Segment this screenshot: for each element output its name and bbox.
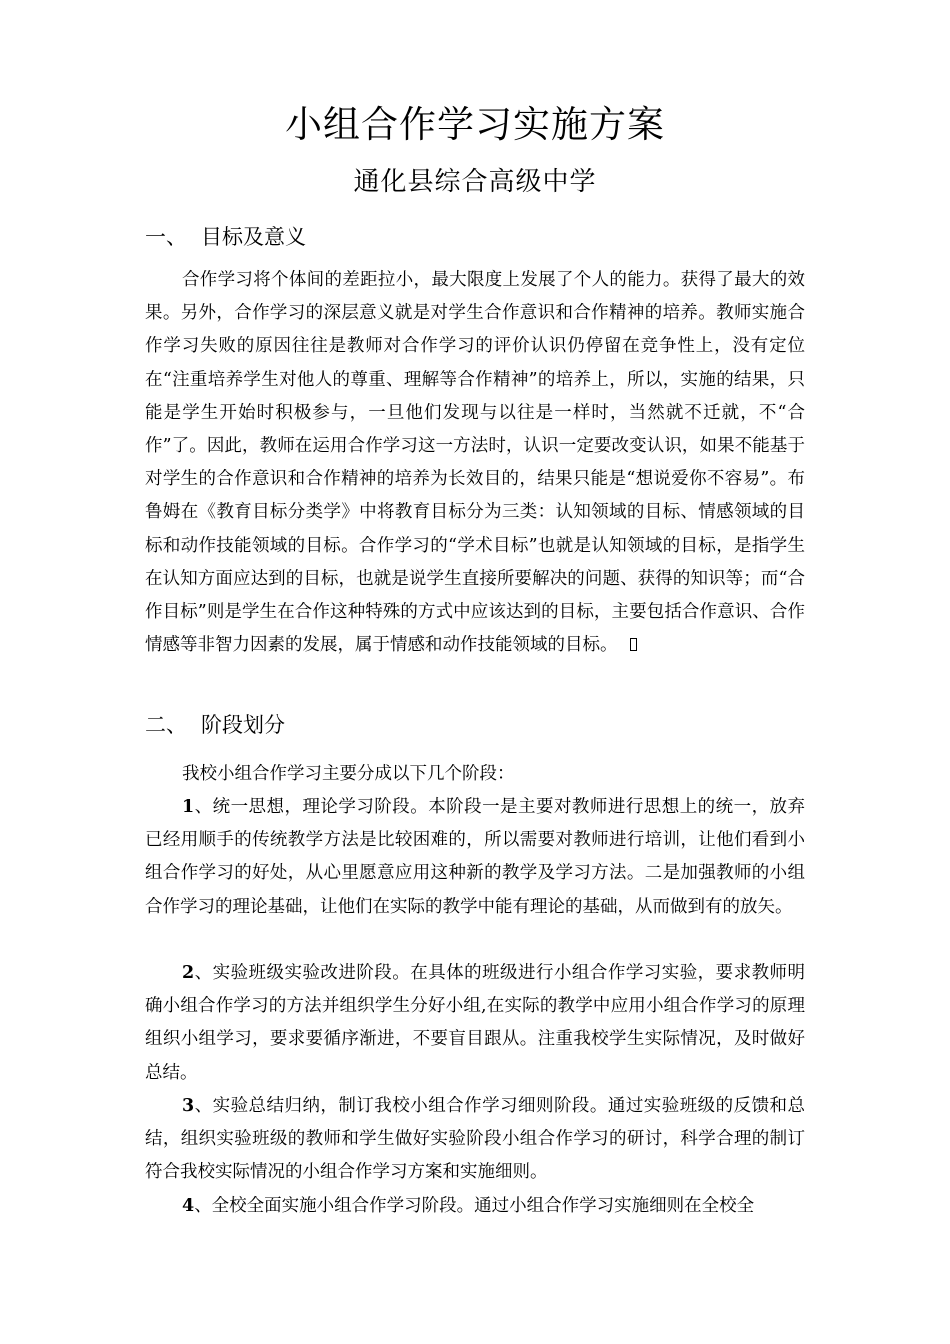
stage-number: 4 <box>182 1196 195 1216</box>
stage-paragraph-4 <box>145 1190 805 1223</box>
paragraph-text: 合作学习将个体间的差距拉小，最大限度上发展了个人的能力。获得了最大的效果。另外，合作学习的深层意义就是对学生合作意识和合作精神的培养。教师实施合作学习失败的原因往往是教师对合作学习的评价认识仍停留在竞争性上，没有定位在“注重培养学生对他人的尊重、理解等合作精神”的培养上，所以，实施的结果，只能是学生开始时积极参与，一旦他们发现与以往是一样时，当然就不迁就，不“合作”了。因此，教师在运用合作学习这一方法时，认识一定要改变认识，如果不能基于对学生的合作意识和合作精神的培养为长效目的，结果只能是“想说爱你不容易”。布鲁姆在《教育目标分类学》中将教育目标分为三类：认知领域的目标、情感领域的目标和动作技能领域的目标。合作学习的“学术目标”也就是认知领域的目标，是指学生在认知方面应达到的目标，也就是说学生直接所要解决的问题、获得的知识等；而“合作目标”则是学生在合作这种特殊的方式中应该达到的目标，主要包括合作意识、合作情感等非智力因素的发展，属于情感和动作技能领域的目标。 <box>145 270 805 656</box>
stage-text: 、统一思想，理论学习阶段。本阶段一是主要对教师进行思想上的统一，放弃已经用顺手的传统教学方法是比较困难的，所以需要对教师进行培训，让他们看到小组合作学习的好处，从心里愿意应用这种新的教学及学习方法。二是加强教师的小组合作学习的理论基础，让他们在实际的教学中能有理论的基础，从而做到有的放矢。 <box>145 797 805 917</box>
stage-text: 、全校全面实施小组合作学习阶段。通过小组合作学习实施细则在全校全 <box>194 1196 755 1216</box>
stage-paragraph-1 <box>145 791 805 924</box>
stage-paragraph-3 <box>145 1090 805 1190</box>
missing-glyph-icon <box>630 638 637 651</box>
stage-paragraph-2 <box>145 957 805 1090</box>
section-heading-text: 阶段划分 <box>201 713 285 737</box>
section-number: 一、 <box>145 225 187 249</box>
section-heading-text: 目标及意义 <box>201 225 306 249</box>
stage-number: 1 <box>182 797 195 817</box>
section-heading-1 <box>145 222 306 252</box>
document-title: 小组合作学习实施方案 <box>285 103 665 146</box>
stage-text: 、实验总结归纳，制订我校小组合作学习细则阶段。通过实验班级的反馈和总结，组织实验班级的教师和学生做好实验阶段小组合作学习的研讨，科学合理的制订符合我校实际情况的小组合作学习方案和实施细则。 <box>145 1096 805 1183</box>
stage-number: 3 <box>182 1096 195 1116</box>
section-number: 二、 <box>145 713 187 737</box>
section-heading-2 <box>145 710 285 740</box>
section-1-paragraph <box>145 264 805 662</box>
section-2-intro <box>145 758 805 791</box>
stage-text: 、实验班级实验改进阶段。在具体的班级进行小组合作学习实验，要求教师明确小组合作学习的方法并组织学生分好小组,在实际的教学中应用小组合作学习的原理组织小组学习，要求要循序渐进，不要盲目跟从。注重我校学生实际情况，及时做好总结。 <box>145 963 805 1083</box>
document-subtitle: 通化县综合高级中学 <box>353 167 597 197</box>
paragraph-text: 我校小组合作学习主要分成以下几个阶段： <box>182 764 515 784</box>
stage-number: 2 <box>182 963 195 983</box>
